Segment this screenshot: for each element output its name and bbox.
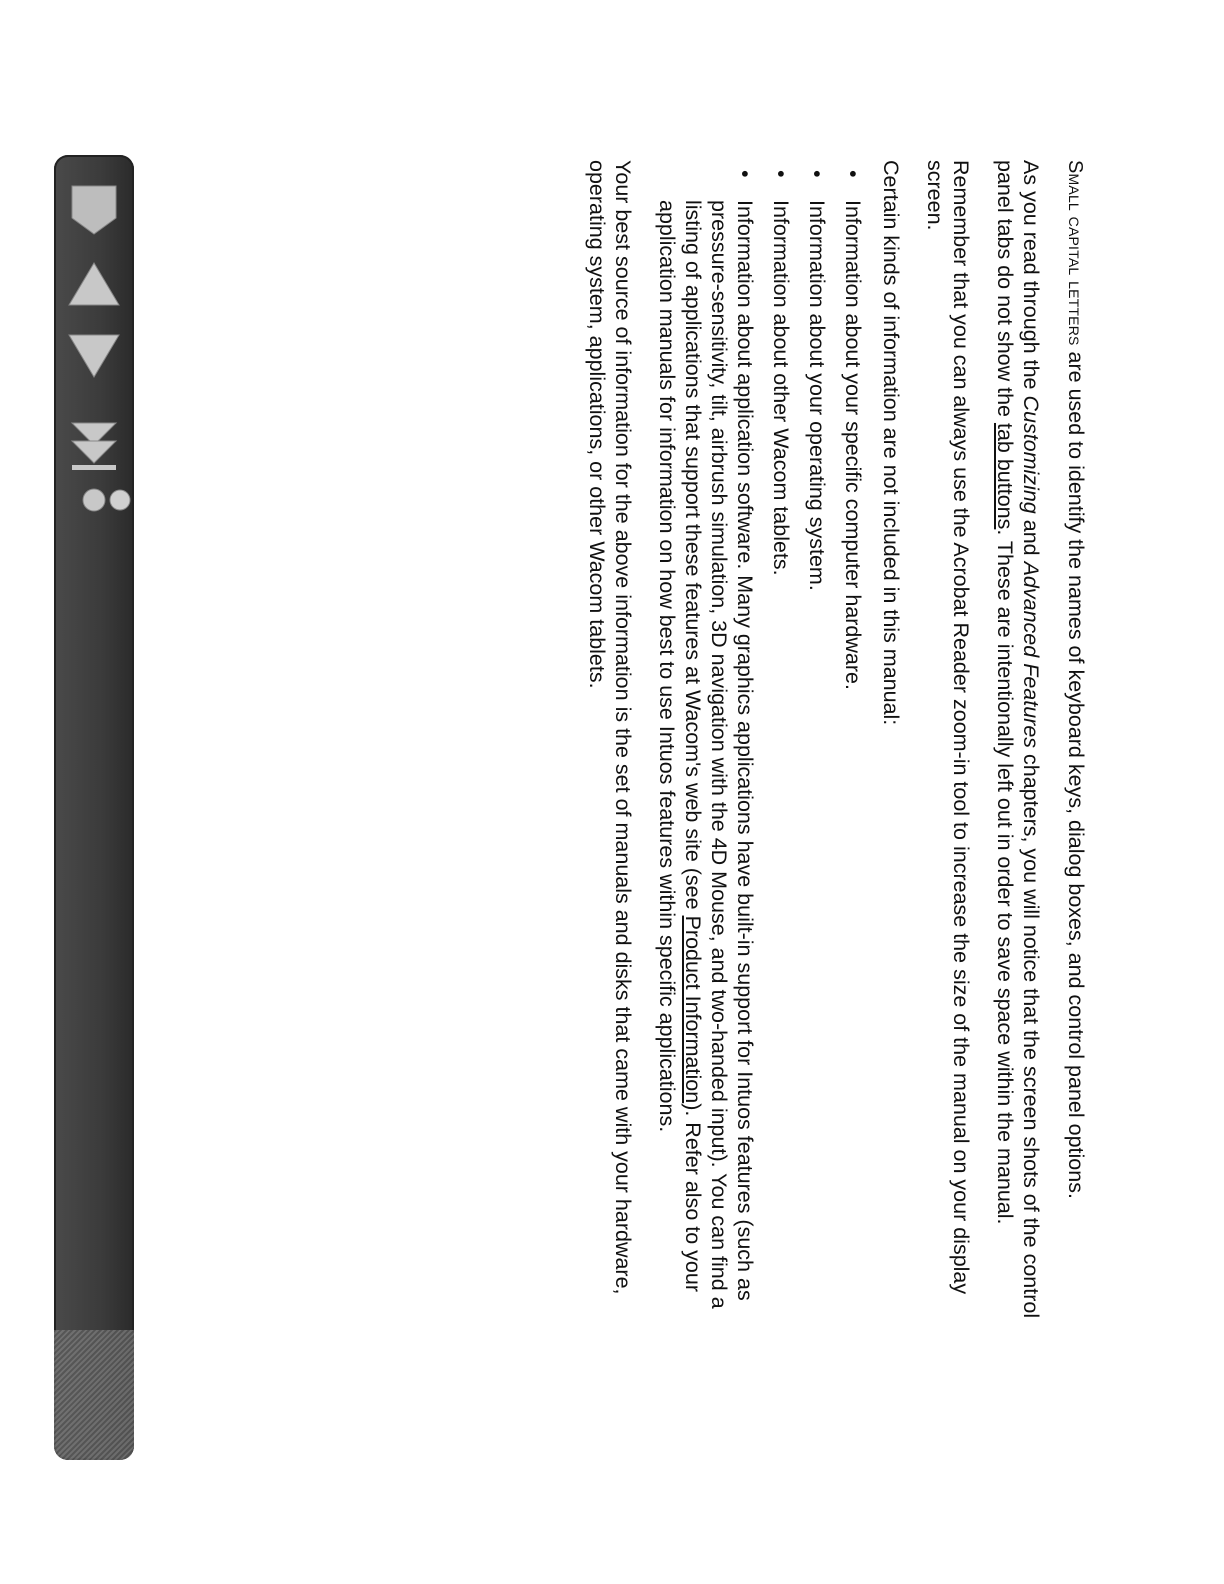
tab-buttons-link[interactable]: tab buttons bbox=[993, 422, 1017, 530]
product-information-link[interactable]: Product Information bbox=[681, 915, 705, 1104]
not-included-list bbox=[654, 160, 866, 1360]
paragraph-not-included: Certain kinds of information are not included in this manual: bbox=[879, 160, 903, 726]
text-fragment: ). Refer also to your application manuals for information on how best to use Intuos features within specific applications. bbox=[655, 200, 705, 1292]
list-item: • Information about your specific computer hardware. bbox=[840, 200, 866, 1360]
previous-page-icon[interactable] bbox=[54, 250, 134, 320]
list-item: • Information about your operating system. bbox=[804, 200, 830, 1360]
advanced-features-chapter: Advanced Features bbox=[1019, 561, 1043, 749]
body-text bbox=[566, 160, 1089, 1360]
paragraph-small-caps-rest: are used to identify the names of keyboard keys, dialog boxes, and control panel options. bbox=[1064, 345, 1088, 1199]
small-caps-term: Small capital letters bbox=[1064, 160, 1086, 346]
list-item: • Information about other Wacom tablets. bbox=[768, 200, 794, 1360]
paragraph-best-source: Your best source of information for the above information is the set of manuals and disks that came with your hardware, operating system, applications, or other Wacom tablets. bbox=[585, 160, 635, 1295]
text-fragment: . These are intentionally left out in order to save space within the manual. bbox=[993, 529, 1017, 1225]
text-fragment: Information about application software. Many graphics applications have built-in support for Intuos features (such as pressure-sensitivity, tilt, airbrush simulation, 3D navigation with the 4D Mouse, and two-handed input). You can find a listing of applications that support these features at Wacom's web site (see bbox=[681, 200, 757, 1309]
dot-icon-2[interactable] bbox=[80, 480, 160, 520]
list-item bbox=[654, 200, 758, 1360]
index-icon[interactable] bbox=[54, 410, 134, 480]
paragraph-small-caps bbox=[1062, 160, 1089, 1360]
paragraph-screenshots bbox=[992, 160, 1044, 1360]
navigation-bar bbox=[54, 155, 134, 1460]
contents-icon[interactable] bbox=[54, 175, 134, 245]
navbar-end-texture bbox=[54, 1330, 134, 1460]
text-fragment: As you read through the bbox=[1019, 160, 1043, 396]
next-page-icon[interactable] bbox=[54, 320, 134, 390]
customizing-chapter: Customizing bbox=[1019, 395, 1043, 514]
paragraph-zoom: Remember that you can always use the Acrobat Reader zoom-in tool to increase the size of the manual on your display screen. bbox=[923, 160, 973, 1295]
text-fragment: and bbox=[1019, 513, 1043, 562]
text-fragment: chapters, you will notice that the screen shots of the control panel tabs do not show the bbox=[993, 160, 1043, 1319]
